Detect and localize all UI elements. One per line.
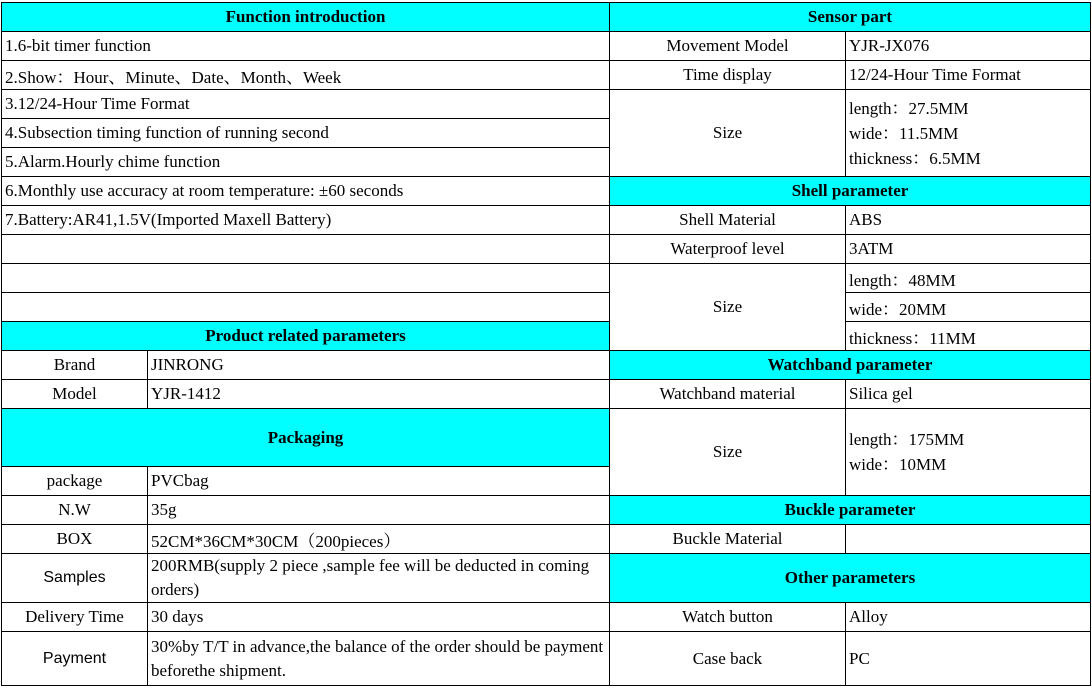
function-item-4: 4.Subsection timing function of running second (2, 119, 610, 148)
payment-label: Payment (2, 632, 148, 686)
other-parameters-header: Other parameters (610, 554, 1091, 603)
watchband-parameter-header: Watchband parameter (610, 351, 1091, 380)
samples-label: Samples (2, 554, 148, 603)
sensor-part-header: Sensor part (610, 3, 1091, 32)
product-params-header: Product related parameters (2, 322, 610, 351)
shell-material-label: Shell Material (610, 206, 846, 235)
sensor-size-length: length：27.5MM (849, 98, 969, 118)
empty-cell (2, 235, 610, 264)
shell-size-thickness: thickness：11MM (846, 322, 1091, 351)
empty-cell (2, 264, 610, 293)
watchband-size-length: length：175MM (849, 430, 965, 449)
shell-size-label: Size (610, 264, 846, 351)
package-value: PVCbag (148, 467, 610, 496)
brand-label: Brand (2, 351, 148, 380)
time-display-value: 12/24-Hour Time Format (846, 61, 1091, 90)
waterproof-level-value: 3ATM (846, 235, 1091, 264)
sensor-size-wide: wide：11.5MM (849, 123, 959, 143)
empty-cell (2, 293, 610, 322)
watchband-material-value: Silica gel (846, 380, 1091, 409)
function-item-5: 5.Alarm.Hourly chime function (2, 148, 610, 177)
delivery-time-value: 30 days (148, 603, 610, 632)
payment-value: 30%by T/T in advance,the balance of the order should be payment beforethe shipment. (148, 632, 610, 686)
function-item-7: 7.Battery:AR41,1.5V(Imported Maxell Battery) (2, 206, 610, 235)
shell-size-length: length：48MM (846, 264, 1091, 293)
spec-sheet (1, 2, 1091, 686)
function-item-1: 1.6-bit timer function (2, 32, 610, 61)
waterproof-level-label: Waterproof level (610, 235, 846, 264)
watch-button-label: Watch button (610, 603, 846, 632)
sensor-size-value (846, 90, 1091, 177)
watchband-size-value (846, 409, 1091, 496)
case-back-label: Case back (610, 632, 846, 686)
delivery-time-label: Delivery Time (2, 603, 148, 632)
shell-size-wide: wide：20MM (846, 293, 1091, 322)
function-intro-header: Function introduction (2, 3, 610, 32)
nw-value: 35g (148, 496, 610, 525)
samples-value: 200RMB(supply 2 piece ,sample fee will be deducted in coming orders) (148, 554, 610, 603)
case-back-value: PC (846, 632, 1091, 686)
time-display-label: Time display (610, 61, 846, 90)
model-label: Model (2, 380, 148, 409)
movement-model-label: Movement Model (610, 32, 846, 61)
box-label: BOX (2, 525, 148, 554)
packaging-header: Packaging (2, 409, 610, 467)
buckle-material-value (846, 525, 1091, 554)
watchband-size-label: Size (610, 409, 846, 496)
watchband-size-wide: wide：10MM (849, 455, 947, 474)
watch-button-value: Alloy (846, 603, 1091, 632)
model-value: YJR-1412 (148, 380, 610, 409)
brand-value: JINRONG (148, 351, 610, 380)
shell-material-value: ABS (846, 206, 1091, 235)
shell-parameter-header: Shell parameter (610, 177, 1091, 206)
buckle-parameter-header: Buckle parameter (610, 496, 1091, 525)
function-item-3: 3.12/24-Hour Time Format (2, 90, 610, 119)
sensor-size-label: Size (610, 90, 846, 177)
function-item-6: 6.Monthly use accuracy at room temperature: ±60 seconds (2, 177, 610, 206)
buckle-material-label: Buckle Material (610, 525, 846, 554)
nw-label: N.W (2, 496, 148, 525)
function-item-2: 2.Show：Hour、Minute、Date、Month、Week (2, 61, 610, 90)
movement-model-value: YJR-JX076 (846, 32, 1091, 61)
box-value: 52CM*36CM*30CM（200pieces） (148, 525, 610, 554)
sensor-size-thickness: thickness：6.5MM (849, 148, 981, 168)
watchband-material-label: Watchband material (610, 380, 846, 409)
package-label: package (2, 467, 148, 496)
